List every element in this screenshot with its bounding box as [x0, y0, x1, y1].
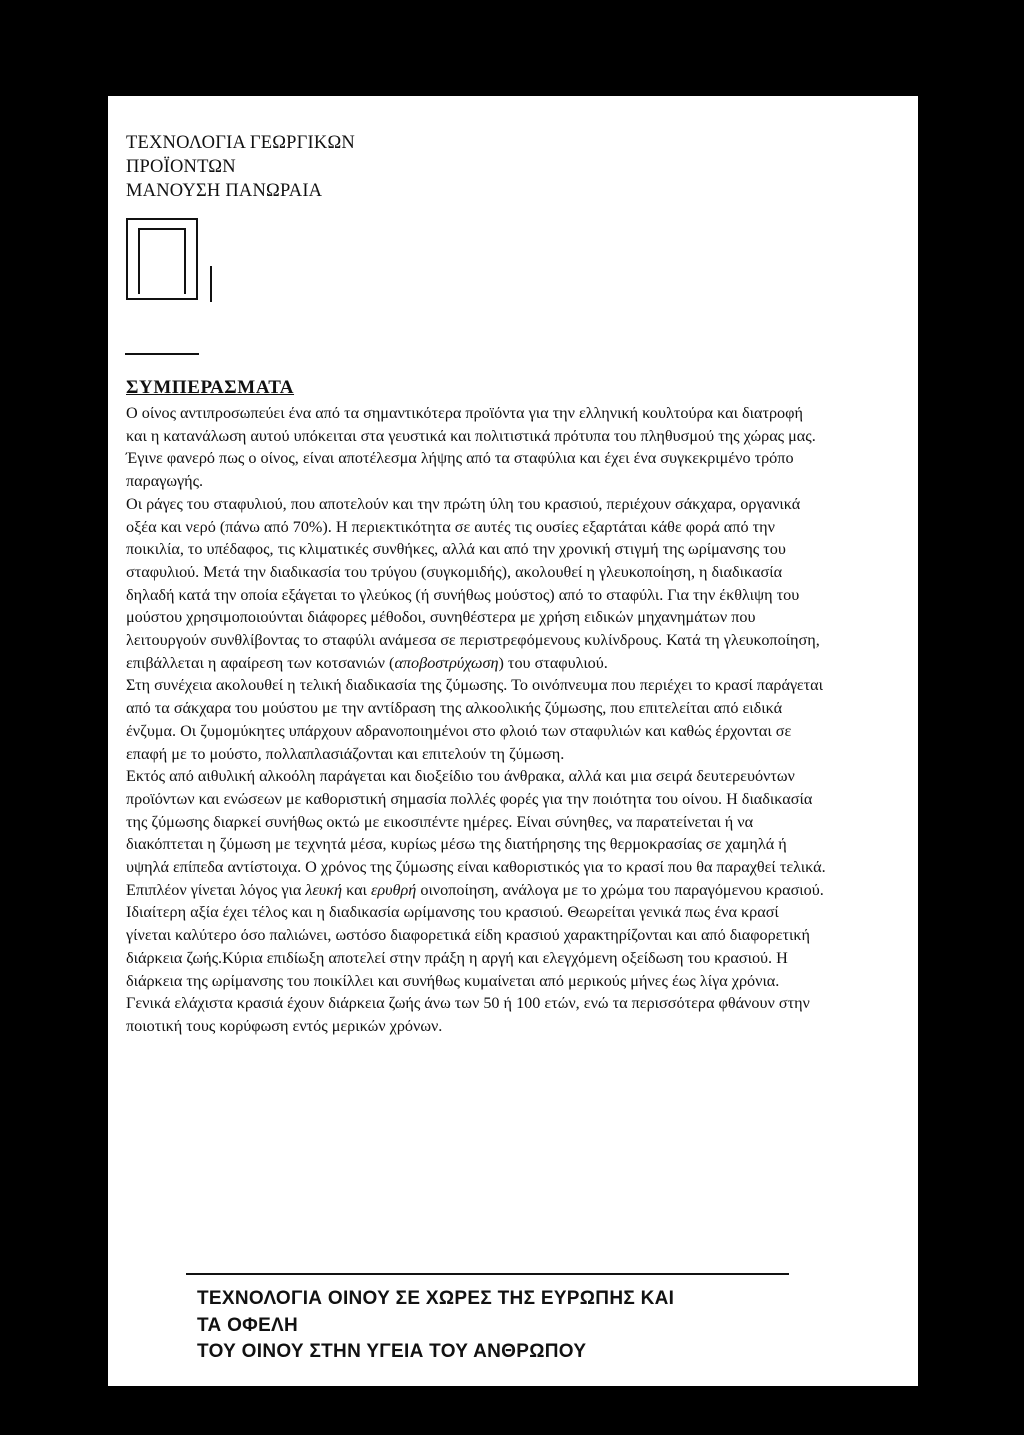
document-header: [126, 131, 355, 203]
paragraph: Ιδιαίτερη αξία έχει τέλος και η διαδικασία ωρίμανσης του κρασιού. Θεωρείται γενικά πως ένα κρασί γίνεται καλύτερο όσο παλιώνει, ωστόσο διαφορετικά είδη κρασιού χαρακτηρίζονται και από διαφορετική διάρκεια ζωής.Κύρια επιδίωξη αποτελεί στην πράξη η αργή και ελεγχόμενη οξείδωση του κρασιού. Η διάρκεια της ωρίμανσης του ποικίλλει και συνήθως κυμαίνεται από μερικούς μήνες έως λίγα χρόνια. Γενικά ελάχιστα κρασιά έχουν διάρκεια ζωής άνω των 50 ή 100 ετών, ενώ τα περισσότερα φθάνουν στην ποιοτική τους κορύφωση εντός μερικών χρόνων.: [126, 903, 810, 1035]
header-divider: [125, 353, 199, 355]
body-text: [126, 402, 826, 1038]
italic-term: λευκή: [305, 880, 343, 899]
paragraph-text: Εκτός από αιθυλική αλκοόλη παράγεται και διοξείδιο του άνθρακα, αλλά και μια σειρά δευτερευόντων προϊόντων και ενώσεων με καθοριστική σημασία πολλές φορές για την ποιότητα του οίνου. Η διαδικασία της ζύμωσης διαρκεί συνήθως οκτώ με εικοσιπέντε ημέρες. Είναι σύνηθες, να παρατείνεται ή να διακόπτεται η ζύμωση με τεχνητά μέσα, κυρίως μέσω της διατήρησης της θερμοκρασίας σε χαμηλά ή υψηλά επίπεδα αντίστοιχα. Ο χρόνος της ζύμωσης είναι καθοριστικός για το κρασί που θα παραχθεί τελικά. Επιπλέον γίνεται λόγος για: [126, 767, 826, 899]
paragraph-text: οινοποίηση, ανάλογα με το χρώμα του παραγόμενου κρασιού.: [416, 880, 824, 899]
footer-divider: [186, 1273, 789, 1275]
footer-line-1: ΤΕΧΝΟΛΟΓΙΑ ΟΙΝΟΥ ΣΕ ΧΩΡΕΣ ΤΗΣ ΕΥΡΩΠΗΣ ΚΑΙ: [197, 1288, 675, 1309]
paragraph-text: ) του σταφυλιού.: [498, 653, 608, 672]
logo-inner-frame: [138, 228, 186, 294]
logo-side-tick: [210, 266, 212, 302]
italic-term: αποβοστρύχωση: [394, 653, 499, 672]
footer-line-2: ΤΑ ΟΦΕΛΗ: [197, 1314, 299, 1336]
logo-mark: [126, 218, 198, 302]
footer-title: [197, 1286, 674, 1366]
footer-line-3: ΤΟΥ ΟΙΝΟΥ ΣΤΗΝ ΥΓΕΙΑ ΤΟΥ ΑΝΘΡΩΠΟΥ: [197, 1341, 587, 1362]
header-line-1: ΤΕΧΝΟΛΟΓΙΑ ΓΕΩΡΓΙΚΩΝ: [126, 133, 355, 153]
paragraph-text: και: [342, 880, 371, 899]
paragraph-text: Οι ράγες του σταφυλιού, που αποτελούν και την πρώτη ύλη του κρασιού, περιέχουν σάκχαρα, οργανικά οξέα και νερό (πάνω από 70%). Η περιεκτικότητα σε αυτές τις ουσίες εξαρτάται κάθε φορά από την ποικιλία, το υπέδαφος, τις κλιματικές συνθήκες, αλλά και από την χρονική στιγμή της ωρίμανσης του σταφυλιού. Μετά την διαδικασία του τρύγου (συγκομιδής), ακολουθεί η γλευκοποίηση, η διαδικασία δηλαδή κατά την οποία εξάγεται το γλεύκος (ή συνήθως μούστος) από το σταφύλι. Για την έκθλιψη του μούστου χρησιμοποιούνται διάφορες μέθοδοι, συνηθέστερα με χρήση ειδικών μηχανημάτων που λειτουργούν συνθλίβοντας το σταφύλι ανάμεσα σε περιστρεφόμενους κυλίνδρους. Κατά τη γλευκοποίηση, επιβάλλεται η αφαίρεση των κοτσανιών (: [126, 494, 820, 672]
paragraph: [126, 493, 826, 675]
italic-term: ερυθρή: [370, 880, 417, 899]
paragraph: [126, 765, 826, 901]
paragraph: Ο οίνος αντιπροσωπεύει ένα από τα σημαντικότερα προϊόντα για την ελληνική κουλτούρα και διατροφή και η κατανάλωση αυτού υπόκειται στα γευστικά και πολιτιστικά πρότυπα του πληθυσμού της χώρας μας. Έγινε φανερό πως ο οίνος, είναι αποτέλεσμα λήψης από τα σταφύλια και έχει ένα συγκεκριμένο τρόπο παραγωγής.: [126, 404, 816, 491]
paragraph: Στη συνέχεια ακολουθεί η τελική διαδικασία της ζύμωσης. Το οινόπνευμα που περιέχει το κρασί παράγεται από τα σάκχαρα του μούστου με την αντίδραση της αλκοολικής ζύμωσης, που επιτελείται από ειδικά ένζυμα. Οι ζυμομύκητες υπάρχουν αδρανοποιημένοι στο φλοιό των σταφυλιών και καθώς έρχονται σε επαφή με το μούστο, πολλαπλασιάζονται και επιτελούν τη ζύμωση.: [126, 676, 823, 763]
header-author: ΜΑΝΟΥΣΗ ΠΑΝΩΡΑΙΑ: [126, 181, 323, 201]
header-line-2: ΠΡΟΪΟΝΤΩΝ: [126, 157, 236, 177]
section-title: ΣΥΜΠΕΡΑΣΜΑΤΑ: [126, 377, 295, 398]
